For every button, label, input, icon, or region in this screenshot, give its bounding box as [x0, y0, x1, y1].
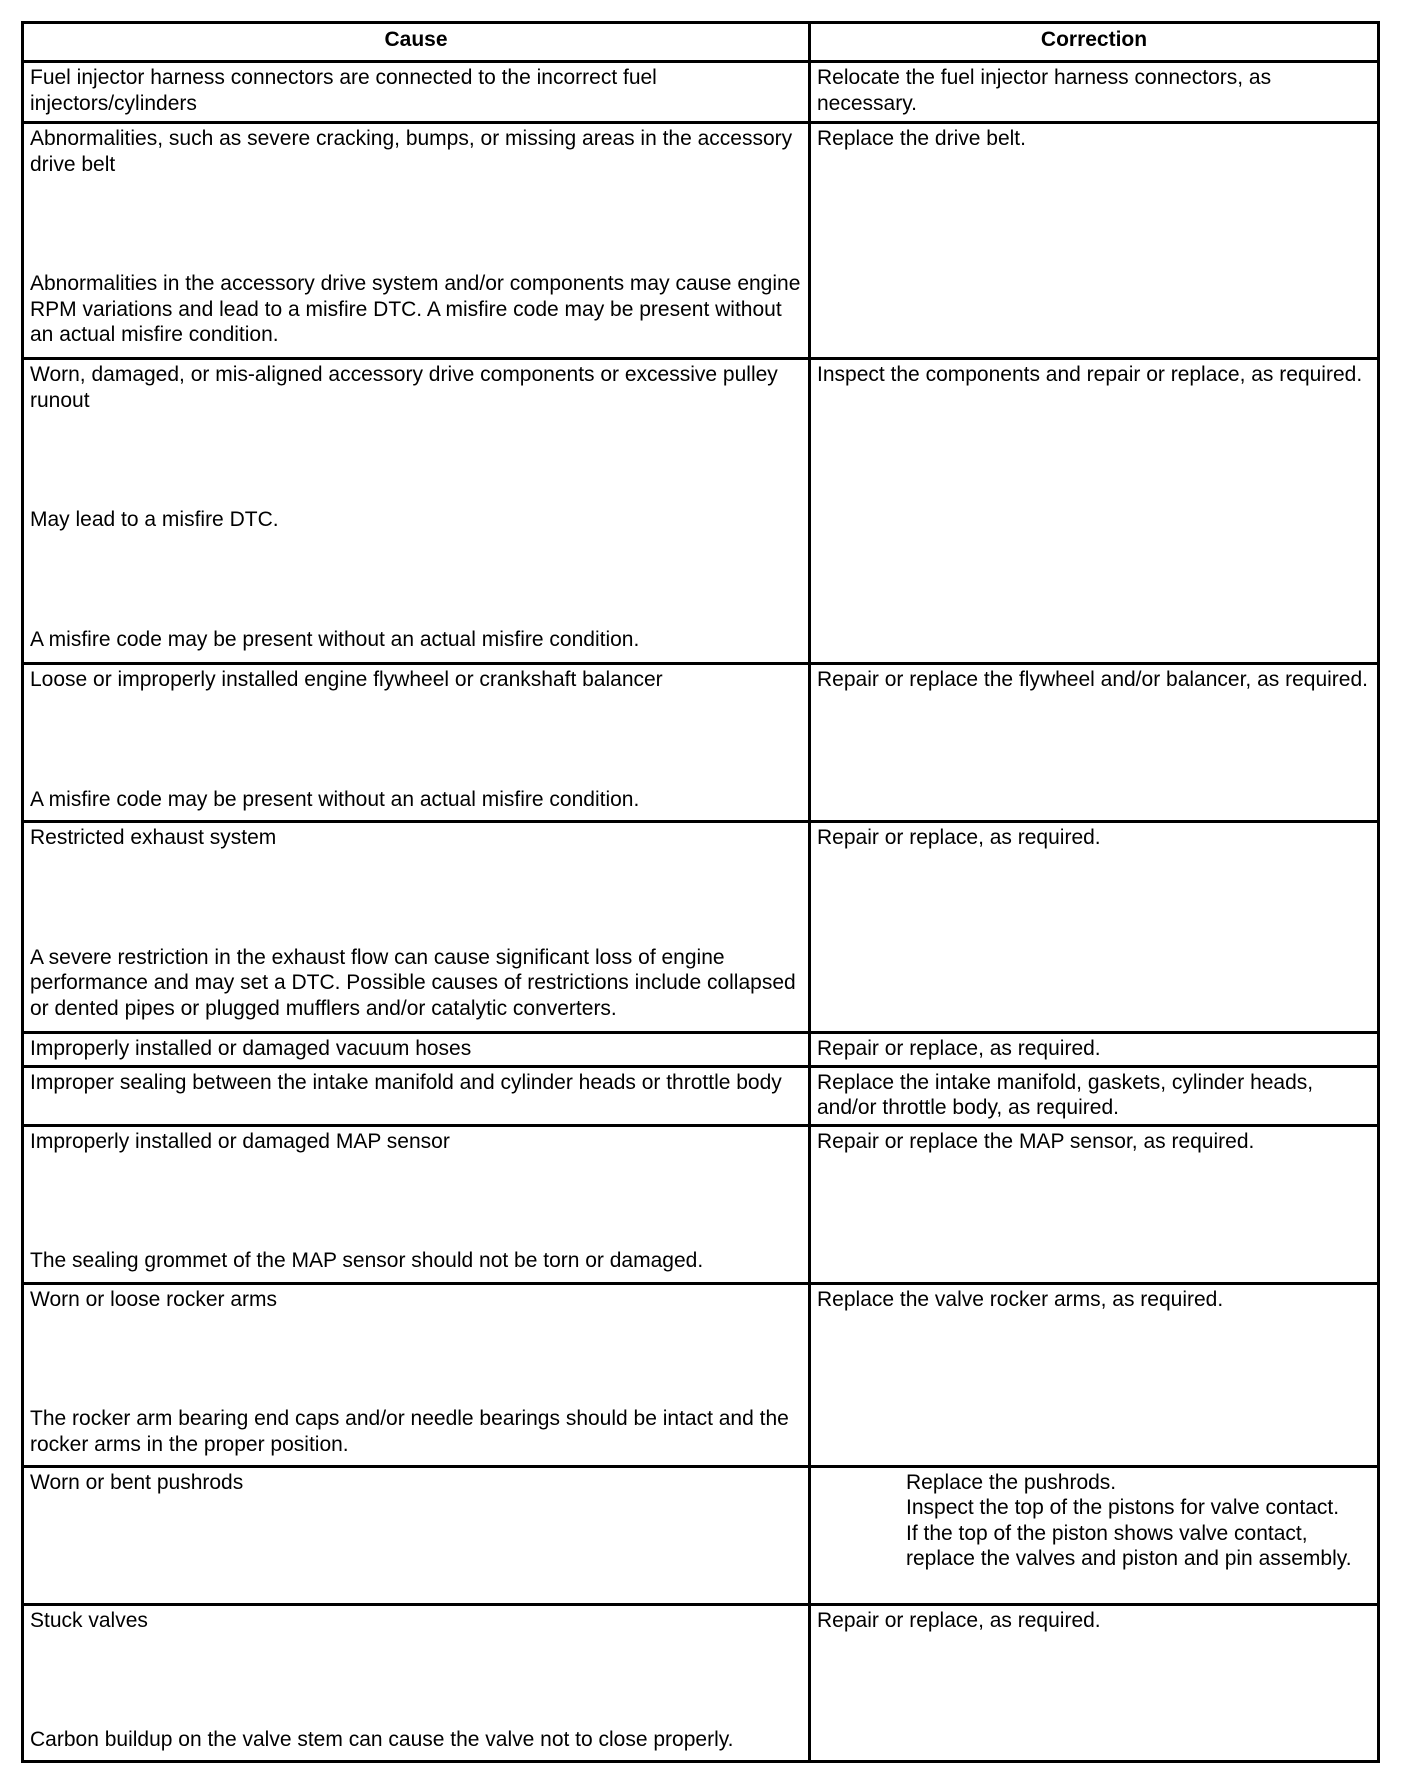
header-correction: Correction	[810, 23, 1379, 62]
table-row	[23, 1283, 1379, 1466]
correction-text: Replace the valve rocker arms, as required.	[817, 1287, 1224, 1311]
header-cause: Cause	[23, 23, 810, 62]
correction-step: Replace the pushrods.	[906, 1470, 1117, 1494]
correction-text: Relocate the fuel injector harness connectors, as necessary.	[817, 66, 1272, 115]
correction-cell	[810, 62, 1379, 123]
cause-text: Worn, damaged, or mis-aligned accessory drive components or excessive pulley runout	[30, 363, 778, 412]
cause-cell	[23, 1125, 810, 1283]
correction-text: Repair or replace, as required.	[817, 1608, 1101, 1632]
cause-cell	[23, 1033, 810, 1067]
correction-cell	[810, 1466, 1379, 1604]
cause-text: Improperly installed or damaged vacuum hoses	[30, 1037, 472, 1060]
cause-note: The sealing grommet of the MAP sensor should not be torn or damaged.	[30, 1249, 704, 1272]
correction-text: Repair or replace the MAP sensor, as required.	[817, 1129, 1255, 1153]
table-row	[23, 1604, 1379, 1761]
correction-cell	[810, 1033, 1379, 1067]
correction-cell	[810, 664, 1379, 822]
table-row	[23, 1466, 1379, 1604]
correction-cell	[810, 123, 1379, 359]
cause-text: Worn or bent pushrods	[30, 1470, 244, 1494]
correction-cell	[810, 1604, 1379, 1761]
table-row	[23, 1125, 1379, 1283]
cause-text: Worn or loose rocker arms	[30, 1287, 278, 1311]
cause-cell	[23, 664, 810, 822]
table-row	[23, 123, 1379, 359]
correction-text: Repair or replace, as required.	[817, 1037, 1101, 1060]
diagnostic-table	[21, 21, 1380, 1763]
cause-cell	[23, 822, 810, 1033]
cause-note: Abnormalities in the accessory drive system and/or components may cause engine RPM variations and lead to a misfire DTC. A misfire code may be present without an actual misfire condition.	[30, 272, 801, 346]
cause-cell	[23, 359, 810, 664]
cause-cell	[23, 1066, 810, 1125]
correction-step: Inspect the top of the pistons for valve contact.	[906, 1496, 1340, 1519]
table-row	[23, 664, 1379, 822]
correction-text: Repair or replace the flywheel and/or balancer, as required.	[817, 668, 1368, 691]
cause-text: Loose or improperly installed engine flywheel or crankshaft balancer	[30, 668, 663, 691]
correction-text: Inspect the components and repair or replace, as required.	[817, 363, 1363, 386]
cause-text: Improper sealing between the intake manifold and cylinder heads or throttle body	[30, 1070, 782, 1094]
table-row	[23, 822, 1379, 1033]
cause-note: A misfire code may be present without an actual misfire condition.	[30, 787, 640, 811]
cause-note: A misfire code may be present without an actual misfire condition.	[30, 627, 640, 651]
cause-text: Stuck valves	[30, 1608, 148, 1632]
cause-note: Carbon buildup on the valve stem can cause the valve not to close properly.	[30, 1728, 734, 1751]
cause-note: A severe restriction in the exhaust flow can cause significant loss of engine performance and may set a DTC. Possible causes of restrictions include collapsed or dented pipes or plugged mufflers and/or catalytic converters.	[30, 945, 796, 1020]
correction-text: Replace the drive belt.	[817, 127, 1026, 150]
cause-cell	[23, 1283, 810, 1466]
cause-note: The rocker arm bearing end caps and/or needle bearings should be intact and the rocker arms in the proper position.	[30, 1407, 789, 1456]
table-row	[23, 1066, 1379, 1125]
correction-list	[817, 1470, 1371, 1572]
correction-cell	[810, 822, 1379, 1033]
correction-cell	[810, 1283, 1379, 1466]
correction-text: Replace the intake manifold, gaskets, cylinder heads, and/or throttle body, as required.	[817, 1070, 1314, 1119]
table-row	[23, 62, 1379, 123]
table-row	[23, 359, 1379, 664]
correction-text: Repair or replace, as required.	[817, 826, 1101, 849]
cause-text: Abnormalities, such as severe cracking, bumps, or missing areas in the accessory drive belt	[30, 127, 793, 176]
correction-cell	[810, 1125, 1379, 1283]
cause-text: Fuel injector harness connectors are connected to the incorrect fuel injectors/cylinders	[30, 66, 657, 115]
correction-cell	[810, 359, 1379, 664]
cause-cell	[23, 1466, 810, 1604]
correction-cell	[810, 1066, 1379, 1125]
table-header-row	[23, 23, 1379, 62]
cause-text: Improperly installed or damaged MAP sensor	[30, 1129, 450, 1153]
cause-note: May lead to a misfire DTC.	[30, 508, 279, 531]
correction-step: If the top of the piston shows valve contact, replace the valves and piston and pin assembly.	[906, 1521, 1352, 1570]
cause-cell	[23, 123, 810, 359]
cause-cell	[23, 1604, 810, 1761]
cause-text: Restricted exhaust system	[30, 826, 277, 849]
table-row	[23, 1033, 1379, 1067]
cause-cell	[23, 62, 810, 123]
